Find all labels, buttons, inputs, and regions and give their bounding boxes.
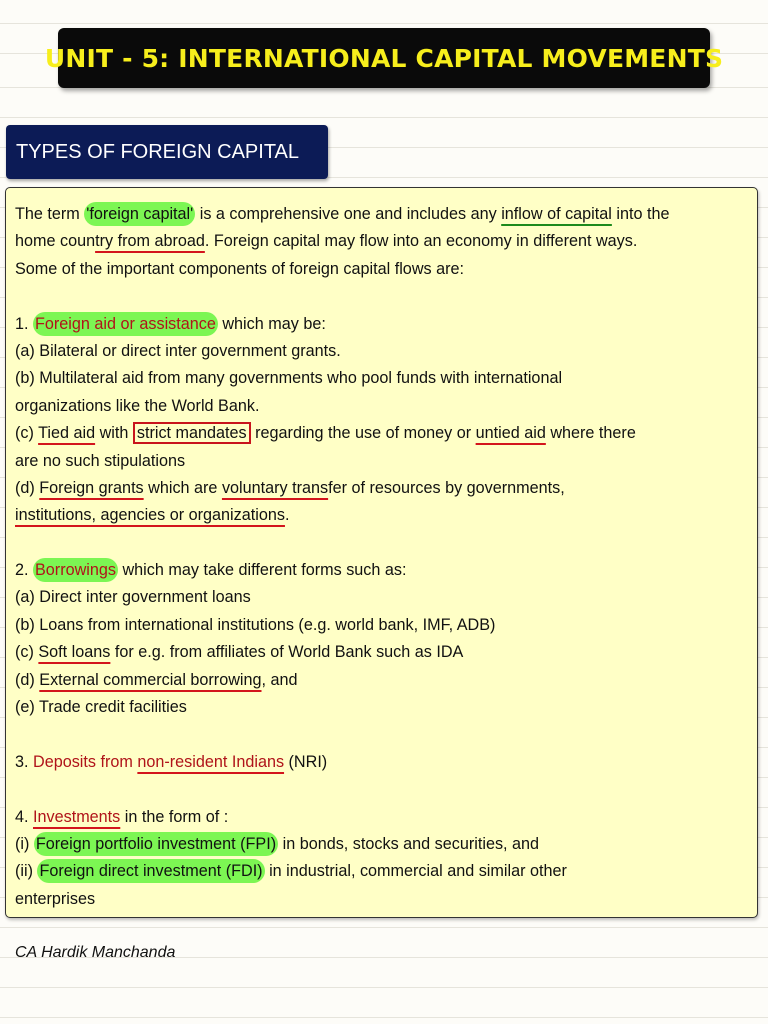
underline-inflow-of-capital: inflow of capital	[501, 205, 612, 223]
underline-external-commercial-borrowing: External commercial borrowing	[39, 670, 262, 689]
section-2-rest: which may take different forms such as:	[117, 561, 407, 580]
item-prefix: (c)	[15, 424, 39, 443]
underline-non-resident-indians: non-resident Indians	[137, 752, 285, 771]
item-text: in bonds, stocks and securities, and	[278, 834, 540, 853]
section-1-heading: Foreign aid or assistance	[33, 312, 218, 336]
highlight-fpi: Foreign portfolio investment (FPI)	[34, 832, 278, 856]
section-2-item-d	[15, 667, 753, 694]
author-footer: CA Hardik Manchanda	[15, 944, 176, 961]
section-3-heading: Deposits from	[33, 752, 138, 771]
item-text: with	[95, 424, 133, 443]
content-panel	[5, 187, 758, 918]
section-1-item-d-line-1	[15, 475, 753, 502]
section-2-item-b: (b) Loans from international institutions (e.g. world bank, IMF, ADB)	[15, 615, 496, 634]
item-text: (NRI)	[284, 752, 328, 771]
section-4-rest: in the form of :	[120, 807, 229, 826]
highlight-fdi: Foreign direct investment (FDI)	[37, 859, 264, 883]
section-2-item-a: (a) Direct inter government loans	[15, 588, 251, 607]
intro-text: into the	[611, 205, 670, 223]
section-3-line	[15, 749, 753, 776]
underline-untied-aid: untied aid	[475, 424, 546, 443]
section-2-item-e: (e) Trade credit facilities	[15, 698, 187, 717]
intro-text: home coun	[15, 232, 96, 251]
section-4-item-ii-line-2: enterprises	[15, 889, 96, 908]
underline-foreign-grants: Foreign grants	[39, 478, 144, 497]
section-1-heading-line	[15, 311, 753, 338]
item-text: fer of resources by governments,	[328, 478, 565, 497]
section-1-item-a: (a) Bilateral or direct inter government grants.	[15, 341, 341, 360]
item-prefix: (ii)	[15, 862, 38, 881]
item-prefix: (c)	[15, 643, 39, 662]
item-text: where there	[545, 424, 636, 443]
item-text: .	[284, 506, 290, 525]
item-text: regarding the use of money or	[250, 424, 476, 443]
section-2-heading-line	[15, 557, 753, 584]
intro-line-3: Some of the important components of foreign capital flows are:	[15, 259, 464, 278]
section-2-item-c	[15, 639, 753, 666]
intro-text: . Foreign capital may flow into an economy in different ways.	[204, 232, 638, 251]
intro-text: The term	[15, 205, 85, 223]
section-1-item-d-line-2	[15, 502, 753, 529]
underline-tied-aid: Tied aid	[38, 424, 96, 443]
page-title: UNIT - 5: INTERNATIONAL CAPITAL MOVEMENTS	[44, 43, 724, 73]
intro-line-1	[15, 201, 753, 228]
spacer	[15, 776, 753, 803]
spacer	[15, 530, 753, 557]
section-heading-banner	[6, 125, 328, 179]
spacer	[15, 283, 753, 310]
underline-institutions: institutions, agencies or organizations	[15, 506, 285, 525]
underline-from-abroad: try from abroad	[95, 232, 205, 251]
item-prefix: (d)	[15, 670, 40, 689]
item-text: , and	[261, 670, 298, 689]
boxed-strict-mandates: strict mandates	[133, 422, 251, 444]
item-number: 2.	[15, 561, 33, 580]
underline-voluntary-transfer: voluntary trans	[221, 478, 329, 497]
item-prefix: (i)	[15, 834, 34, 853]
section-1-item-b-line-1: (b) Multilateral aid from many governments who pool funds with international	[15, 369, 563, 388]
item-text: which are	[143, 478, 222, 497]
section-2-heading: Borrowings	[33, 558, 118, 582]
intro-line-2	[15, 228, 753, 255]
underline-soft-loans: Soft loans	[38, 643, 111, 662]
spacer	[15, 721, 753, 748]
section-1-rest: which may be:	[217, 314, 326, 333]
section-1-item-c-line-2: are no such stipulations	[15, 451, 186, 470]
section-4-heading: Investments	[33, 807, 121, 826]
item-text: for e.g. from affiliates of World Bank such as IDA	[110, 643, 464, 662]
title-banner	[44, 28, 724, 88]
intro-text: is a comprehensive one and includes any	[195, 205, 502, 223]
highlight-foreign-capital: 'foreign capital'	[84, 202, 195, 226]
content-body	[15, 201, 753, 913]
section-4-item-ii	[15, 858, 753, 885]
section-1-item-c-line-1	[15, 420, 753, 447]
item-number: 3.	[15, 752, 33, 771]
section-1-item-b-line-2: organizations like the World Bank.	[15, 396, 260, 415]
section-4-item-i	[15, 831, 753, 858]
section-heading: TYPES OF FOREIGN CAPITAL	[16, 140, 300, 163]
item-number: 4.	[15, 807, 33, 826]
item-text: in industrial, commercial and similar other	[264, 862, 567, 881]
section-4-heading-line	[15, 804, 753, 831]
item-prefix: (d)	[15, 478, 40, 497]
item-number: 1.	[15, 314, 33, 333]
